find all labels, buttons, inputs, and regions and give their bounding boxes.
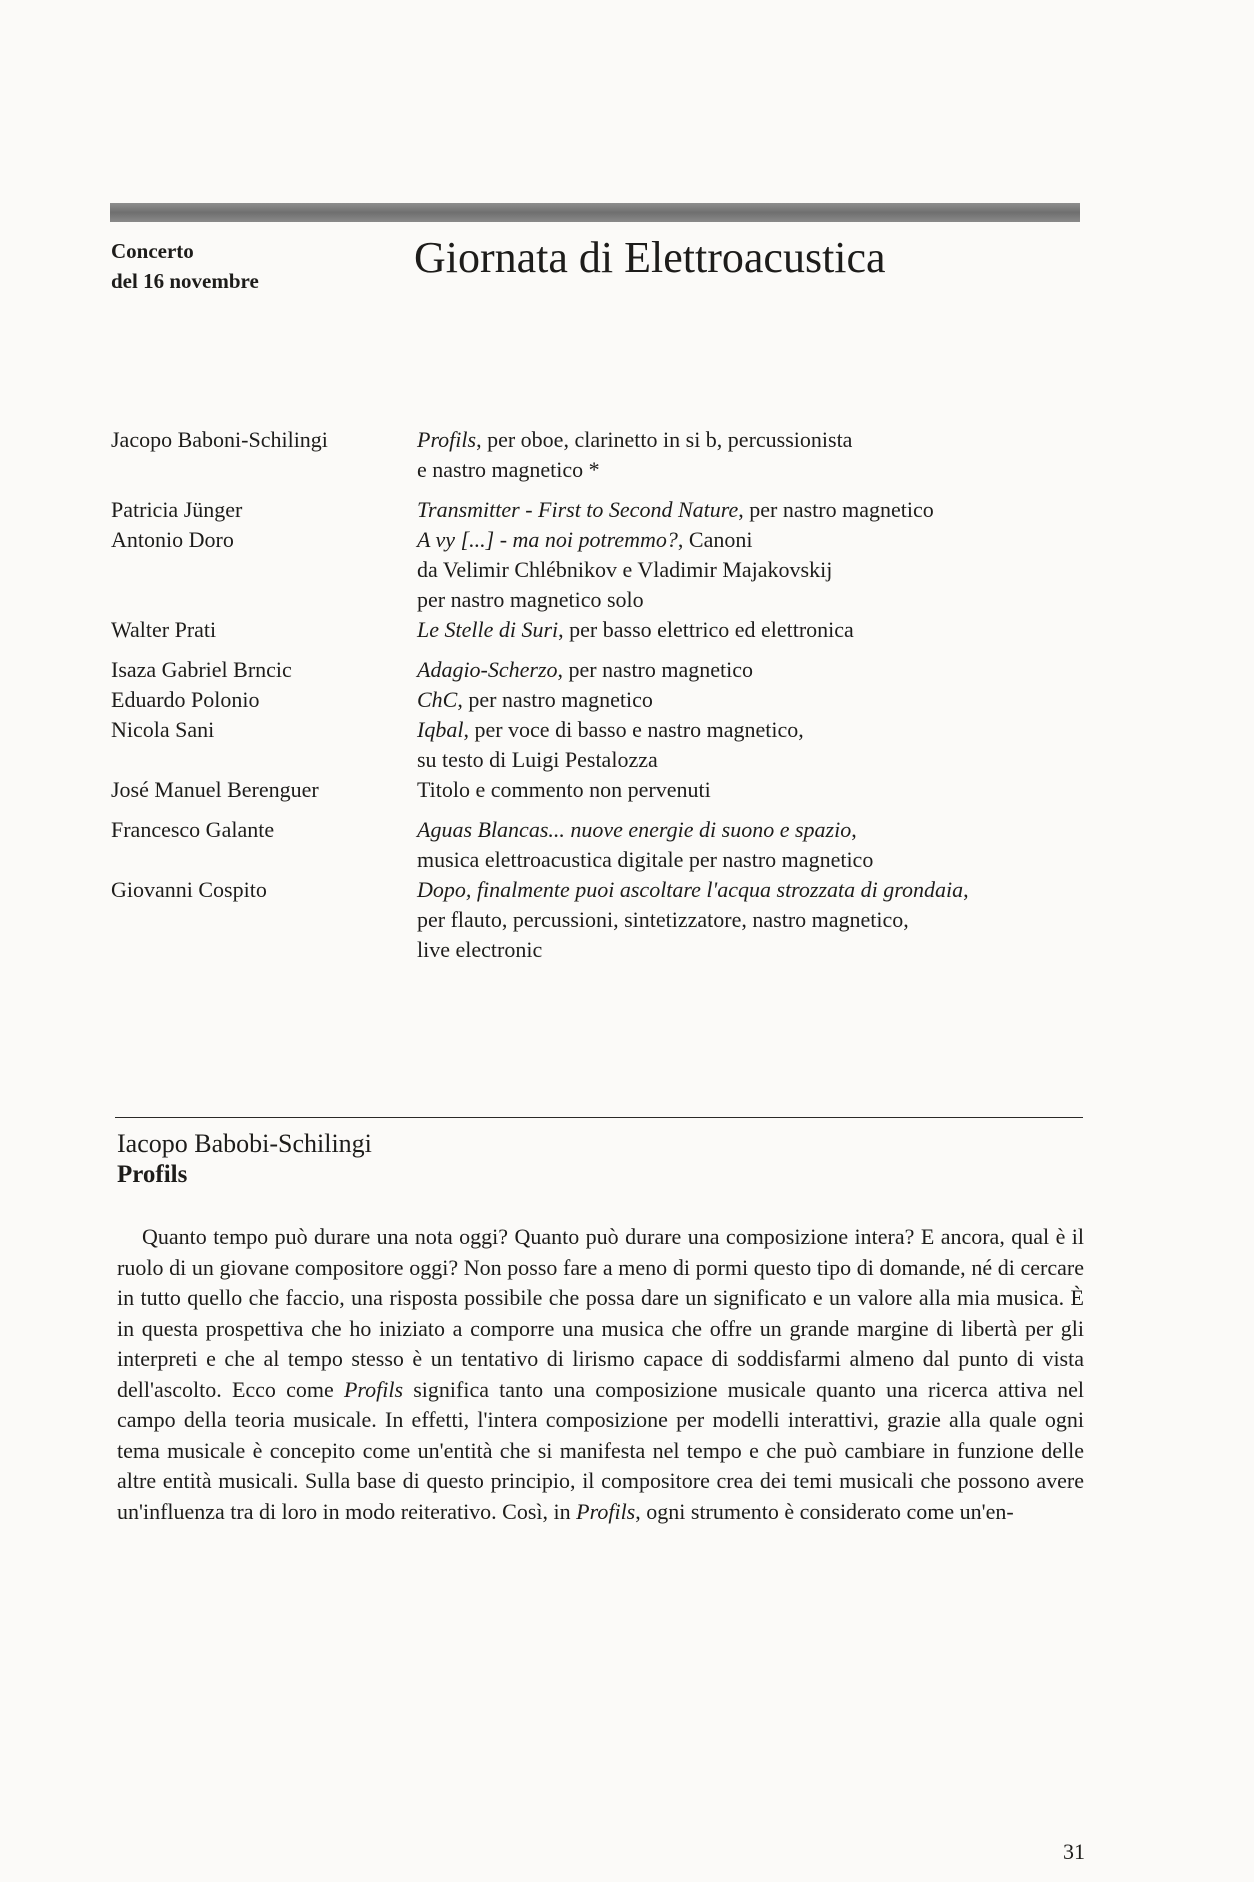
work-description [417, 815, 1097, 875]
work-instrumentation: , [963, 877, 969, 902]
work-description [417, 655, 1097, 685]
body-text: , ogni strumento è considerato come un'en- [635, 1498, 1014, 1524]
work-instrumentation: , per nastro magnetico [738, 497, 934, 522]
composer-name: Antonio Doro [111, 527, 234, 552]
page-number: 31 [1063, 1839, 1085, 1864]
work-title: Adagio-Scherzo [417, 657, 558, 682]
header-band [110, 203, 1080, 222]
work-instrumentation: , per nastro magnetico [457, 687, 653, 712]
work-description [417, 715, 1097, 775]
work-description [417, 425, 1097, 485]
work-instrumentation: Titolo e commento non pervenuti [417, 777, 711, 802]
composer-name: Walter Prati [111, 617, 217, 642]
program-entry [111, 655, 1101, 685]
body-text: significa tanto una composizione musicale quanto una ricerca attiva nel campo della teoria musicale. In effetti, l'intera composizione per modelli interattivi, grazie alla quale ogni tema musicale è concepito come un'entità che si manifesta nel tempo e che può cambiare in funzione delle altre entità musicali. Sulla base di questo principio, il compositore crea dei temi musicali che possono avere un'influenza tra di loro in modo reiterativo. Così, in [117, 1376, 1084, 1524]
work-instrumentation: , per voce di basso e nastro magnetico, [463, 717, 804, 742]
work-detail-line: per flauto, percussioni, sintetizzatore, nastro magnetico, [417, 907, 909, 932]
work-title: Le Stelle di Suri [417, 617, 559, 642]
work-title: ChC [417, 687, 458, 712]
work-description [417, 615, 1097, 645]
program-entry [111, 525, 1101, 615]
article-title: Profils [117, 1161, 188, 1188]
program-entry [111, 425, 1101, 485]
work-description [417, 495, 1097, 525]
composer-name: Jacopo Baboni-Schilingi [111, 427, 328, 452]
article-body [117, 1222, 1084, 1527]
work-title: Transmitter - First to Second Nature [417, 497, 739, 522]
program-list [111, 425, 1101, 975]
program-entry [111, 685, 1101, 715]
composer-name: Nicola Sani [111, 717, 215, 742]
concert-label-line: Concerto [111, 239, 194, 263]
work-title: Aguas Blancas... nuove energie di suono e spazio [417, 817, 852, 842]
work-detail-line: musica elettroacustica digitale per nastro magnetico [417, 847, 874, 872]
work-title: Iqbal [417, 717, 464, 742]
work-title: A vy [...] - ma noi potremmo? [417, 527, 678, 552]
work-description [417, 525, 1097, 615]
body-text: Quanto tempo può durare una nota oggi? Quanto può durare una composizione intera? E ancora, qual è il ruolo di un giovane compositore oggi? Non posso fare a meno di pormi questo tipo di domande, né di cercare in tutto quello che faccio, una risposta possibile che possa dare un significato e un valore alla mia musica. È in questa prospettiva che ho iniziato a comporre una musica che offre un grande margine di libertà per gli interpreti e che al tempo stesso è un tentativo di lirismo capace di soddisfarmi almeno dal punto di vista dell'ascolto. Ecco come [117, 1224, 1084, 1402]
work-title: Profils [417, 427, 477, 452]
composer-name: Isaza Gabriel Brncic [111, 657, 292, 682]
work-instrumentation: , per oboe, clarinetto in si b, percussionista [476, 427, 853, 452]
work-description [417, 875, 1097, 965]
article-author: Iacopo Babobi-Schilingi [117, 1129, 372, 1158]
work-title: Dopo, finalmente puoi ascoltare l'acqua strozzata di grondaia [417, 877, 964, 902]
program-entry [111, 875, 1101, 965]
concert-label [111, 236, 259, 296]
concert-date: del 16 novembre [111, 269, 259, 293]
program-entry [111, 615, 1101, 645]
work-detail-line: live electronic [417, 937, 543, 962]
work-title-inline: Profils [576, 1498, 636, 1524]
work-detail-line: su testo di Luigi Pestalozza [417, 747, 658, 772]
work-detail-line: da Velimir Chlébnikov e Vladimir Majakovskij [417, 557, 833, 582]
work-instrumentation: , Canoni [677, 527, 753, 552]
work-description [417, 685, 1097, 715]
work-instrumentation: , [851, 817, 857, 842]
work-title-inline: Profils [343, 1376, 404, 1402]
work-description [417, 775, 1097, 805]
composer-name: José Manuel Berenguer [111, 777, 319, 802]
composer-name: Giovanni Cospito [111, 877, 267, 902]
composer-name: Eduardo Polonio [111, 687, 260, 712]
work-detail-line: per nastro magnetico solo [417, 587, 644, 612]
program-entry [111, 775, 1101, 805]
program-entry [111, 815, 1101, 875]
work-instrumentation: , per nastro magnetico [557, 657, 754, 682]
program-entry [111, 715, 1101, 775]
section-divider [115, 1117, 1083, 1118]
composer-name: Patricia Jünger [111, 497, 243, 522]
composer-name: Francesco Galante [111, 817, 275, 842]
page-title: Giornata di Elettroacustica [414, 233, 886, 282]
work-instrumentation: , per basso elettrico ed elettronica [558, 617, 854, 642]
program-entry [111, 495, 1101, 525]
work-detail-line: e nastro magnetico * [417, 457, 600, 482]
